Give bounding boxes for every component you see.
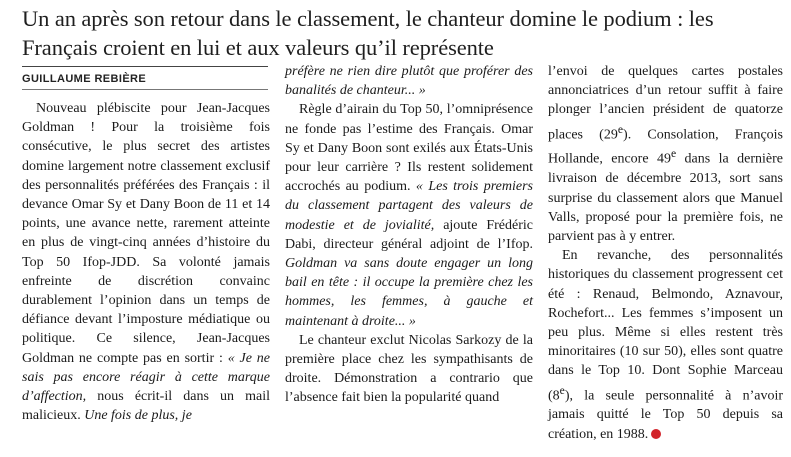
author-byline: GUILLAUME REBIÈRE	[22, 73, 147, 85]
text: Nouveau plébiscite pour Jean-Jacques Goldman ! Pour la troisième fois consécutive, le plus secret des artistes domine largement notre classement exclusif des personnalités préférées des Français : il devance Omar Sy et Dany Boon de 11 et 14 points, une avance nette, rarement atteinte en plus de vingt-cinq années d’histoire du Top 50 Ifop-JDD. Sa volonté jamais enfreinte de discrétion convainc durablement l’opinion dans un temps de défiance devant l’imposture médiatique ou politique. Ce silence, Jean-Jacques Goldman ne compte pas en sortir :	[22, 101, 270, 366]
paragraph	[285, 100, 533, 330]
text: Règle d’airain du Top 50, l’omniprésence ne fonde pas l’estime des Français. Omar Sy et Dany Boon sont exilés aux États-Unis pour leur carrière ? Ils restent solidement accrochés au podium.	[285, 102, 533, 195]
end-mark-dot-icon	[651, 429, 661, 439]
text: dans la dernière livraison de décembre 2013, sort sans surprise du classement alors que Manuel Valls, proposé pour la première fois, ne parvient pas à y entrer.	[548, 152, 783, 244]
quote: « Les trois premiers du classement partagent des valeurs de modestie et de jovialité,	[285, 179, 533, 233]
paragraph: Le chanteur exclut Nicolas Sarkozy de la première place chez les sympathisants de droite. Démonstration a contrario que l’absence fait bien la popularité quand	[285, 332, 533, 406]
column-1	[22, 99, 270, 425]
text: ), la seule personnalité à n’avoir jamais quitté le Top 50 depuis sa création, en 1988.	[548, 388, 783, 442]
headline: Un an après son retour dans le classement, le chanteur domine le podium : les Français croient en lui et aux valeurs qu’il représente	[22, 6, 714, 60]
superscript: e	[559, 383, 565, 397]
quote: Goldman va sans doute engager un long bail en tête : il occupe la première chez les hommes, les femmes, à gauche et maintenant à droite... »	[285, 256, 533, 329]
text: nous écrit-il dans un mail malicieux.	[22, 389, 270, 424]
paragraph	[285, 62, 533, 100]
quote: « Je ne sais pas encore réagir à cette marque d’affection,	[22, 350, 270, 405]
paragraph	[548, 246, 783, 444]
paragraph	[22, 99, 270, 425]
column-2	[285, 62, 533, 408]
text: En revanche, des personnalités historiques du classement progressent cet été : Renaud, Belmondo, Aznavour, Rochefort... Les femmes s’imposent un peu plus. Même si elles restent très minoritaires (10 sur 50), elles sont quatre dans le Top 10. Dont Sophie Marceau (8	[548, 248, 783, 404]
text: l’envoi de quelques cartes postales annonciatrices d’un retour suffit à faire plonger l’ancien président de quatorze places (29	[548, 64, 783, 143]
author-rule-bottom	[22, 89, 268, 90]
column-3	[548, 62, 783, 444]
quote: Une fois de plus, je	[84, 408, 192, 424]
superscript: e	[617, 122, 624, 136]
text: ajoute Frédéric Dabi, directeur général adjoint de l’Ifop.	[285, 217, 533, 252]
superscript: e	[670, 147, 677, 161]
author-rule-top	[22, 66, 268, 67]
paragraph	[548, 62, 783, 246]
text: ). Consolation, François Hollande, encore 49	[548, 127, 783, 168]
quote: préfère ne rien dire plutôt que proférer des banalités de chanteur... »	[285, 64, 533, 99]
